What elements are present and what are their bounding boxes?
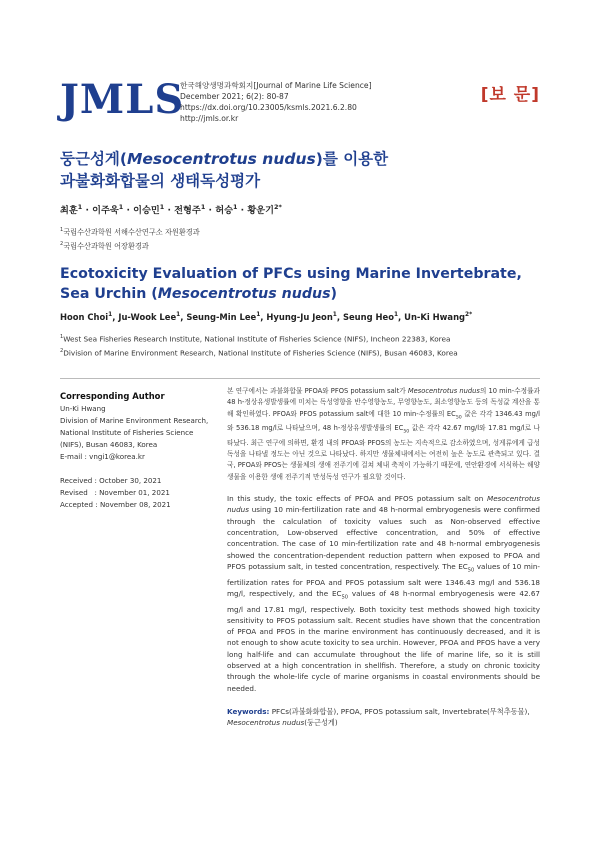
korean-affiliations <box>60 224 200 253</box>
corresponding-email[interactable]: E-mail : vngi1@korea.kr <box>60 452 145 461</box>
abstract-english: In this study, the toxic effects of PFOA and PFOS potassium salt on Mesocentrotus nudus using 10 min-fertilization rate and 48 h-normal embryogenesis were confirmed through the calculation of toxicity values such as Non-observed effective concentration, Low-observed effective concentration, and 50% of effective concentration. The case of 10 min-fertilization rate and 48 h-normal embryogenesis showed the concentration-dependent reduction pattern when exposed to PFOA and PFOS potassium salt, in tested concentration, respectively. The $EC_{50}$ values of 10 min-fertilization rates for PFOA and PFOS potassium salt were 1346.43 mg/l and 536.18 mg/l, respectively, and the $EC_{50}$ values of 48 h-normal embryogenesis were 42.67 mg/l and 17.81 mg/l, respectively. Both toxicity test methods showed high toxicity sensitivity to PFOS potassium salt. Recent studies have shown that the concentration of PFOA and PFOS in the marine environment has continuously decreased, and it is not enough to show acute toxicity to sea urchin. However, PFOA and PFOS have a very long half-life and can accumulate throughout the life of marine life, so it is still observed at a high concentration in shellfish. Therefore, a study on chronic toxicity through the whole-life cycle of marine organisms in coastal environments should be needed. <box>227 494 540 693</box>
journal-header <box>60 76 540 122</box>
accepted-date: Accepted : November 08, 2021 <box>60 500 171 509</box>
keywords-label: Keywords: <box>227 706 270 716</box>
author: Un-Ki Hwang <box>404 312 466 322</box>
affiliation: $^2$국립수산과학원 어장환경과 <box>60 241 149 251</box>
corresponding-line: (NIFS), Busan 46083, Korea <box>60 440 158 449</box>
journal-logo: JMLS <box>60 76 185 123</box>
korean-authors: 최훈$^1$ · 이주욱$^1$ · 이승민$^1$ · 전형주$^1$ · 허승$^1$ · 황운기$^{2*}$ <box>60 202 282 216</box>
english-title-line1: Ecotoxicity Evaluation of PFCs using Marine Invertebrate, <box>60 266 522 282</box>
journal-issue: December 2021; 6(2): 80-87 <box>180 92 289 101</box>
author: 전형주 <box>174 205 201 216</box>
author: Hyung-Ju Jeon <box>266 312 333 322</box>
english-title <box>60 264 530 304</box>
english-title-line2: Sea Urchin (Mesocentrotus nudus) <box>60 286 338 302</box>
website-link[interactable]: http://jmls.or.kr <box>180 114 239 123</box>
affiliation: $^1$국립수산과학원 서해수산연구소 자원환경과 <box>60 227 200 237</box>
abstract-column <box>227 386 540 729</box>
english-authors: Hoon Choi$^1$, Ju-Wook Lee$^1$, Seung-Min Lee$^1$, Hyung-Ju Jeon$^1$, Seung Heo$^1$, Un-Ki Hwang$^{2*}$ <box>60 312 473 322</box>
english-affiliations <box>60 331 458 360</box>
author: 황운기 <box>247 205 274 216</box>
author: 허승 <box>215 205 233 216</box>
affiliation: $^2$Division of Marine Environment Research, National Institute of Fisheries Science (NIFS), Busan 46083, Korea <box>60 348 458 358</box>
received-date: Received : October 30, 2021 <box>60 476 162 485</box>
article-type-label: [보 문] <box>480 85 540 105</box>
journal-info <box>180 80 372 124</box>
keywords: Keywords: PFCs(과불화화합물), PFOA, PFOS potassium salt, Invertebrate(무척추동물), Mesocentrotus nudus(둥근성게) <box>227 706 530 728</box>
affiliation: $^1$West Sea Fisheries Research Institute, National Institute of Fisheries Science (NIFS), Incheon 22383, Korea <box>60 334 451 344</box>
doi-link[interactable]: https://dx.doi.org/10.23005/ksmls.2021.6.2.80 <box>180 103 357 112</box>
revised-date: Revised : November 01, 2021 <box>60 488 170 497</box>
abstract-korean: 본 연구에서는 과불화합물 PFOA와 PFOS potassium salt가 Mesocentrotus nudus의 10 min-수정률과 48 h-정상유생발생률에 미치는 독성영향을 반수영향농도, 무영향농도, 최소영향농도 등의 독성값 계산을 통해 확인하였다. PFOA와 PFOS potassium salt에 대한 10 min-수정률의 $EC_{50}$ 값은 각각 1346.43 mg/l와 536.18 mg/l로 나타났으며, 48 h-정상유생발생률의 $EC_{50}$ 값은 각각 42.67 mg/l와 17.81 mg/l로 나타났다. 최근 연구에 의하면, 환경 내의 PFOA와 PFOS의 농도는 지속적으로 감소하였으며, 성게류에게 급성독성을 나타낼 정도는 아닌 것으로 나타났다. 하지만 생물체내에서는 여전히 높은 농도로 관측되고 있다. 결국, PFOA와 PFOS는 생물체의 생애 전주기에 걸쳐 체내 축적이 가능하기 때문에, 연안환경에 서식하는 해양생물을 이용한 생애 전주기적 만성독성 연구가 필요할 것이다. <box>227 387 541 481</box>
journal-name: 한국해양생명과학회지[Journal of Marine Life Science] <box>180 81 372 90</box>
article-dates <box>60 475 210 511</box>
corresponding-heading: Corresponding Author <box>60 391 165 401</box>
author: Hoon Choi <box>60 312 109 322</box>
corresponding-line: Un-Ki Hwang <box>60 404 106 413</box>
author: 이주욱 <box>92 205 119 216</box>
author: Ju-Wook Lee <box>118 312 177 322</box>
corresponding-line: Division of Marine Environment Research, <box>60 416 209 425</box>
author: Seung Heo <box>342 312 394 322</box>
corresponding-line: National Institute of Fisheries Science <box>60 428 194 437</box>
korean-title-species: Mesocentrotus nudus <box>126 150 316 168</box>
corresponding-author-box <box>60 391 210 511</box>
english-title-species: Mesocentrotus nudus <box>157 286 331 302</box>
section-divider <box>60 378 540 379</box>
korean-title-line1: 둥근성게(Mesocentrotus nudus)를 이용한 <box>60 150 389 168</box>
author: 이승민 <box>133 205 160 216</box>
korean-title-line2: 과불화화합물의 생태독성평가 <box>60 172 261 190</box>
korean-title <box>60 148 520 192</box>
author: 최훈 <box>60 205 78 216</box>
author: Seung-Min Lee <box>186 312 257 322</box>
